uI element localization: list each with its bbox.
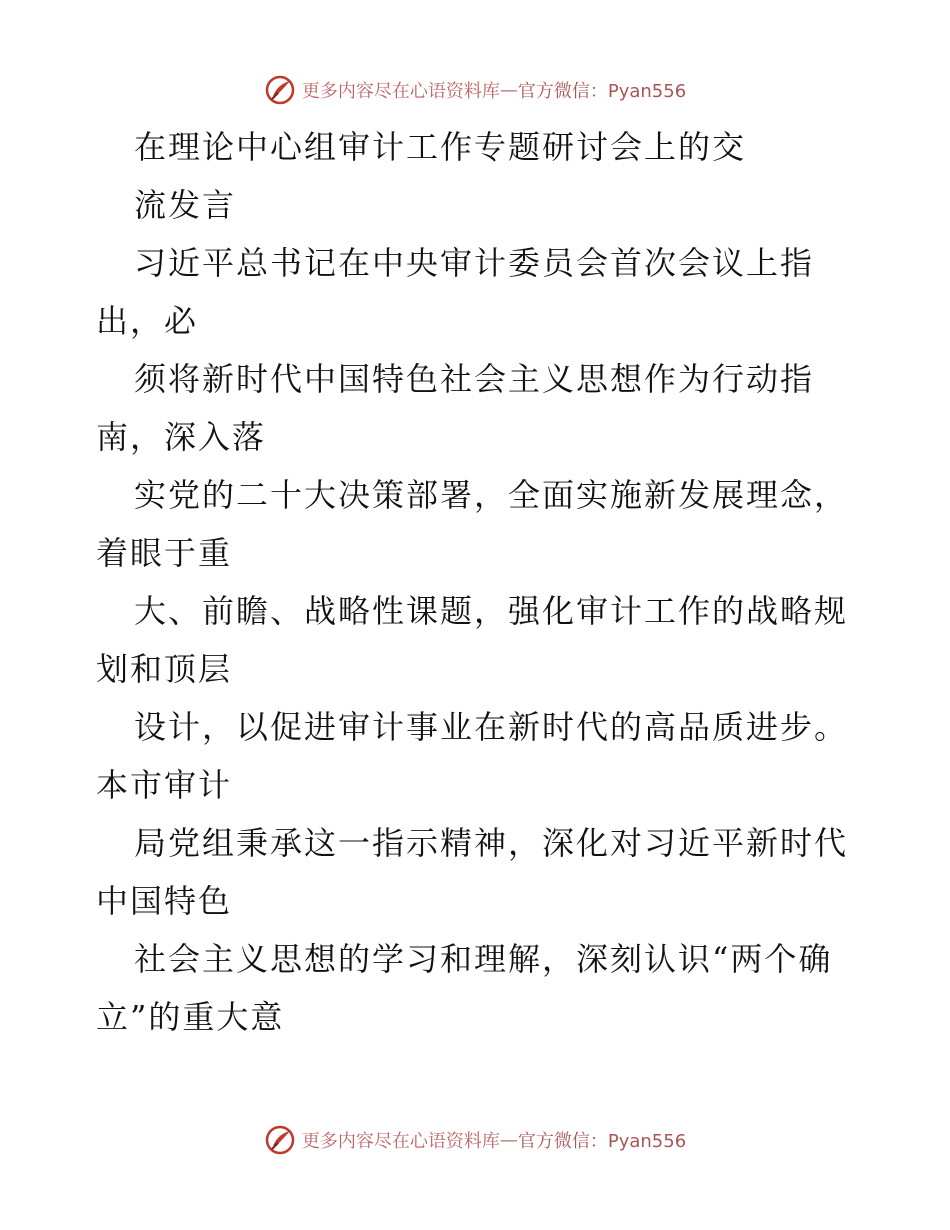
text-line: 须将新时代中国特色社会主义思想作为行动指 [134,360,815,398]
text-line: 立”的重大意 [96,998,285,1036]
footer-watermark [0,1120,950,1160]
text-line: 中国特色 [96,882,233,920]
watermark-main-text: 更多内容尽在心语资料库 [301,1131,500,1152]
watermark-contact-text: 官方微信：Pyan556 [517,1131,687,1152]
quill-logo-icon [264,74,296,106]
watermark-contact-text: 官方微信：Pyan556 [517,81,687,102]
document-body [96,118,876,1046]
watermark-dash: — [499,1129,518,1151]
text-line: 设计，以促进审计事业在新时代的高品质进步。 [134,708,849,746]
watermark-dash: — [499,79,518,101]
text-line: 流发言 [134,186,237,224]
watermark-main-text: 更多内容尽在心语资料库 [301,81,500,102]
text-line: 在理论中心组审计工作专题研讨会上的交 [134,128,747,166]
header-watermark [0,70,950,110]
text-line: 本市审计 [96,766,233,804]
text-line: 实党的二十大决策部署，全面实施新发展理念， [134,476,849,514]
text-line: 出，必 [96,302,199,340]
text-line: 着眼于重 [96,534,233,572]
text-line: 局党组秉承这一指示精神，深化对习近平新时代 [134,824,849,862]
text-line: 大、前瞻、战略性课题，强化审计工作的战略规 [134,592,849,630]
text-line: 南，深入落 [96,418,267,456]
text-line: 习近平总书记在中央审计委员会首次会议上指 [134,244,815,282]
text-line: 社会主义思想的学习和理解，深刻认识“两个确 [134,940,833,978]
text-line: 划和顶层 [96,650,233,688]
quill-logo-icon [264,1124,296,1156]
